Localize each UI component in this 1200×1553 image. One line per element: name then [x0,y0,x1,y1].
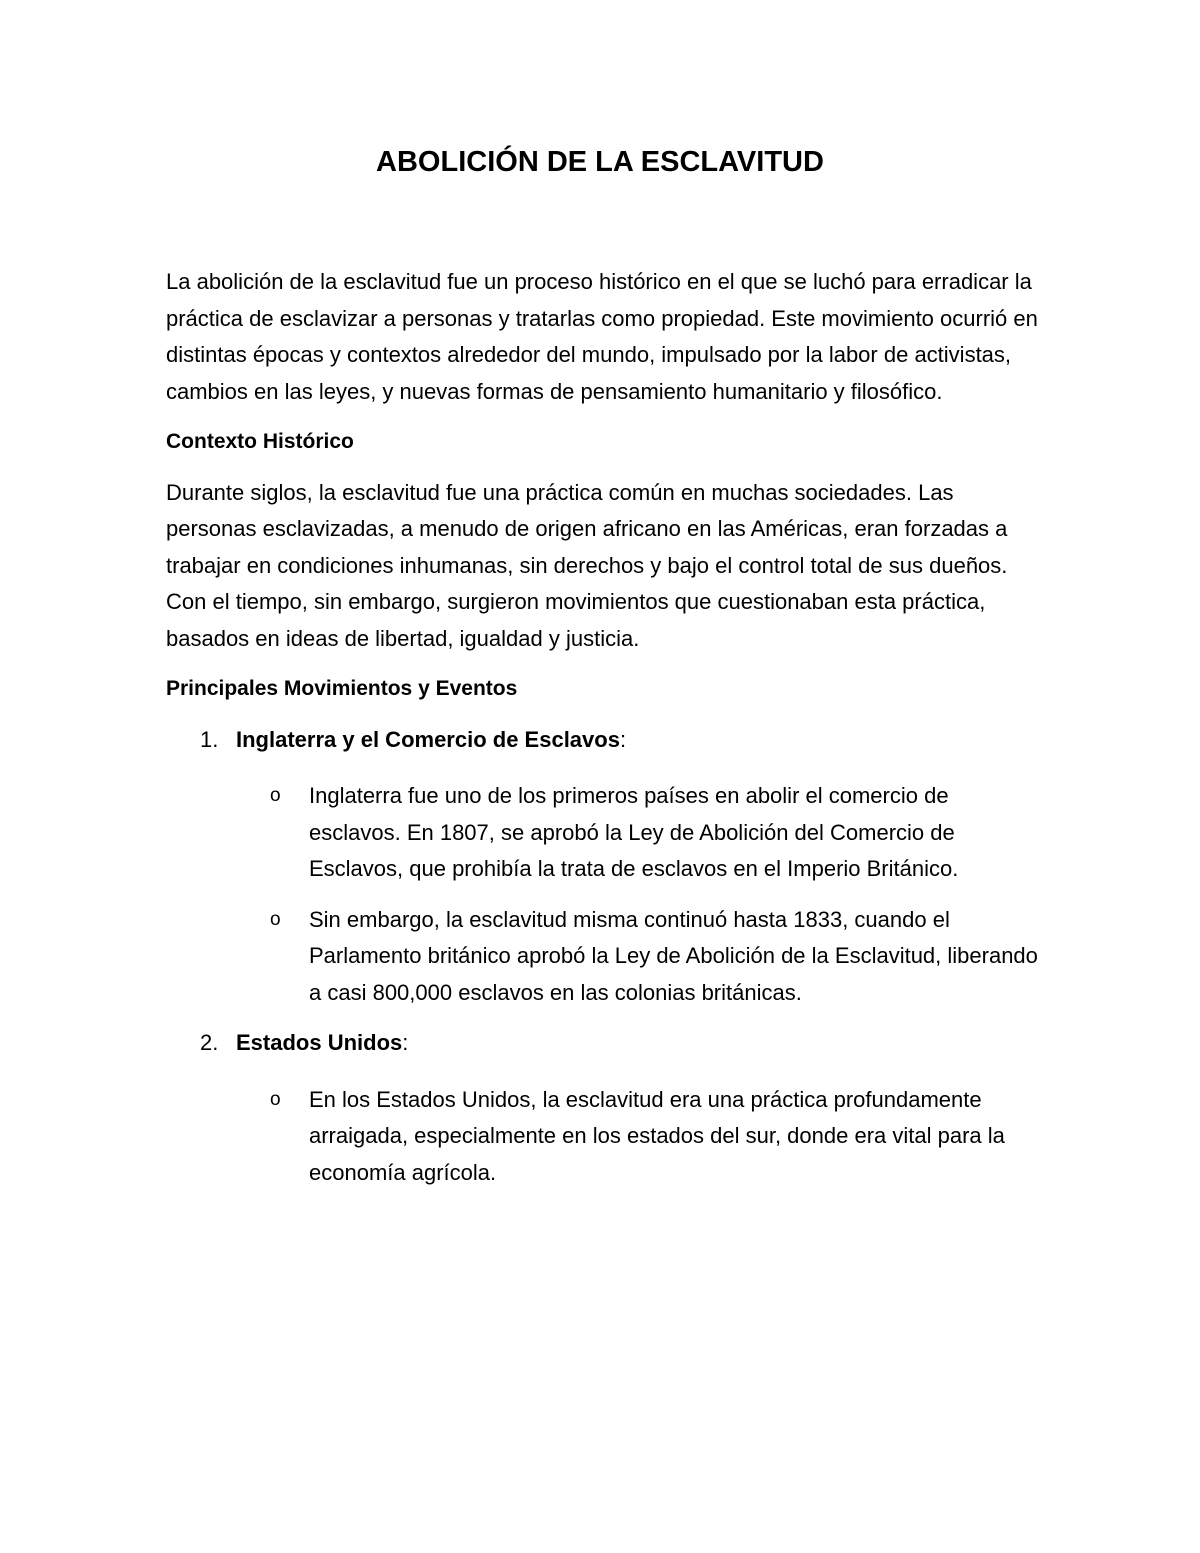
bullet-text: Inglaterra fue uno de los primeros países en abolir el comercio de esclavos. En 1807, se aprobó la Ley de Abolición del Comercio de Esclavos, que prohibía la trata de esclavos en el Imperio Británico. [309,783,959,881]
page-title: ABOLICIÓN DE LA ESCLAVITUD [376,146,824,178]
bullet-list [166,1082,1046,1192]
bullet-circle-icon: o [270,785,281,806]
list-item-heading [166,1025,1046,1062]
bullet-text: En los Estados Unidos, la esclavitud era una práctica profundamente arraigada, especialmente en los estados del sur, donde era vital para la economía agrícola. [309,1086,1005,1185]
numbered-list-item-2 [166,1025,1046,1191]
section-heading-context: Contexto Histórico [166,430,354,453]
bullet-circle-icon: o [270,1088,281,1110]
numbered-list-item-1 [166,722,1046,1012]
list-item-label: Estados Unidos [236,1030,403,1055]
list-item-suffix: : [402,1030,409,1055]
intro-paragraph: La abolición de la esclavitud fue un proceso histórico en el que se luchó para erradicar la práctica de esclavizar a personas y tratarlas como propiedad. Este movimiento ocurrió en distintas épocas y contextos alrededor del mundo, impulsado por la labor de activistas, cambios en las leyes, y nuevas formas de pensamiento humanitario y filosófico. [166,269,1038,404]
list-item [166,902,1046,1012]
list-item-suffix: : [619,726,627,752]
list-number: 2. [200,1030,219,1055]
list-number: 1. [200,726,219,752]
bullet-text: Sin embargo, la esclavitud misma continuó hasta 1833, cuando el Parlamento británico aprobó la Ley de Abolición de la Esclavitud, liberando a casi 800,000 esclavos en las colonias británicas. [309,906,1038,1005]
list-item [166,778,1046,888]
bullet-list [166,778,1046,1011]
context-paragraph: Durante siglos, la esclavitud fue una práctica común en muchas sociedades. Las personas esclavizadas, a menudo de origen africano en las Américas, eran forzadas a trabajar en condiciones inhumanas, sin derechos y bajo el control total de sus dueños. Con el tiempo, sin embargo, surgieron movimientos que cuestionaban esta práctica, basados en ideas de libertad, igualdad y justicia. [166,479,1008,651]
document-body [166,264,1046,1205]
section-heading-movements: Principales Movimientos y Eventos [166,677,518,700]
list-item-label: Inglaterra y el Comercio de Esclavos [236,726,620,752]
list-item-heading [166,722,1046,759]
list-item [166,1082,1046,1192]
bullet-circle-icon: o [270,908,281,930]
